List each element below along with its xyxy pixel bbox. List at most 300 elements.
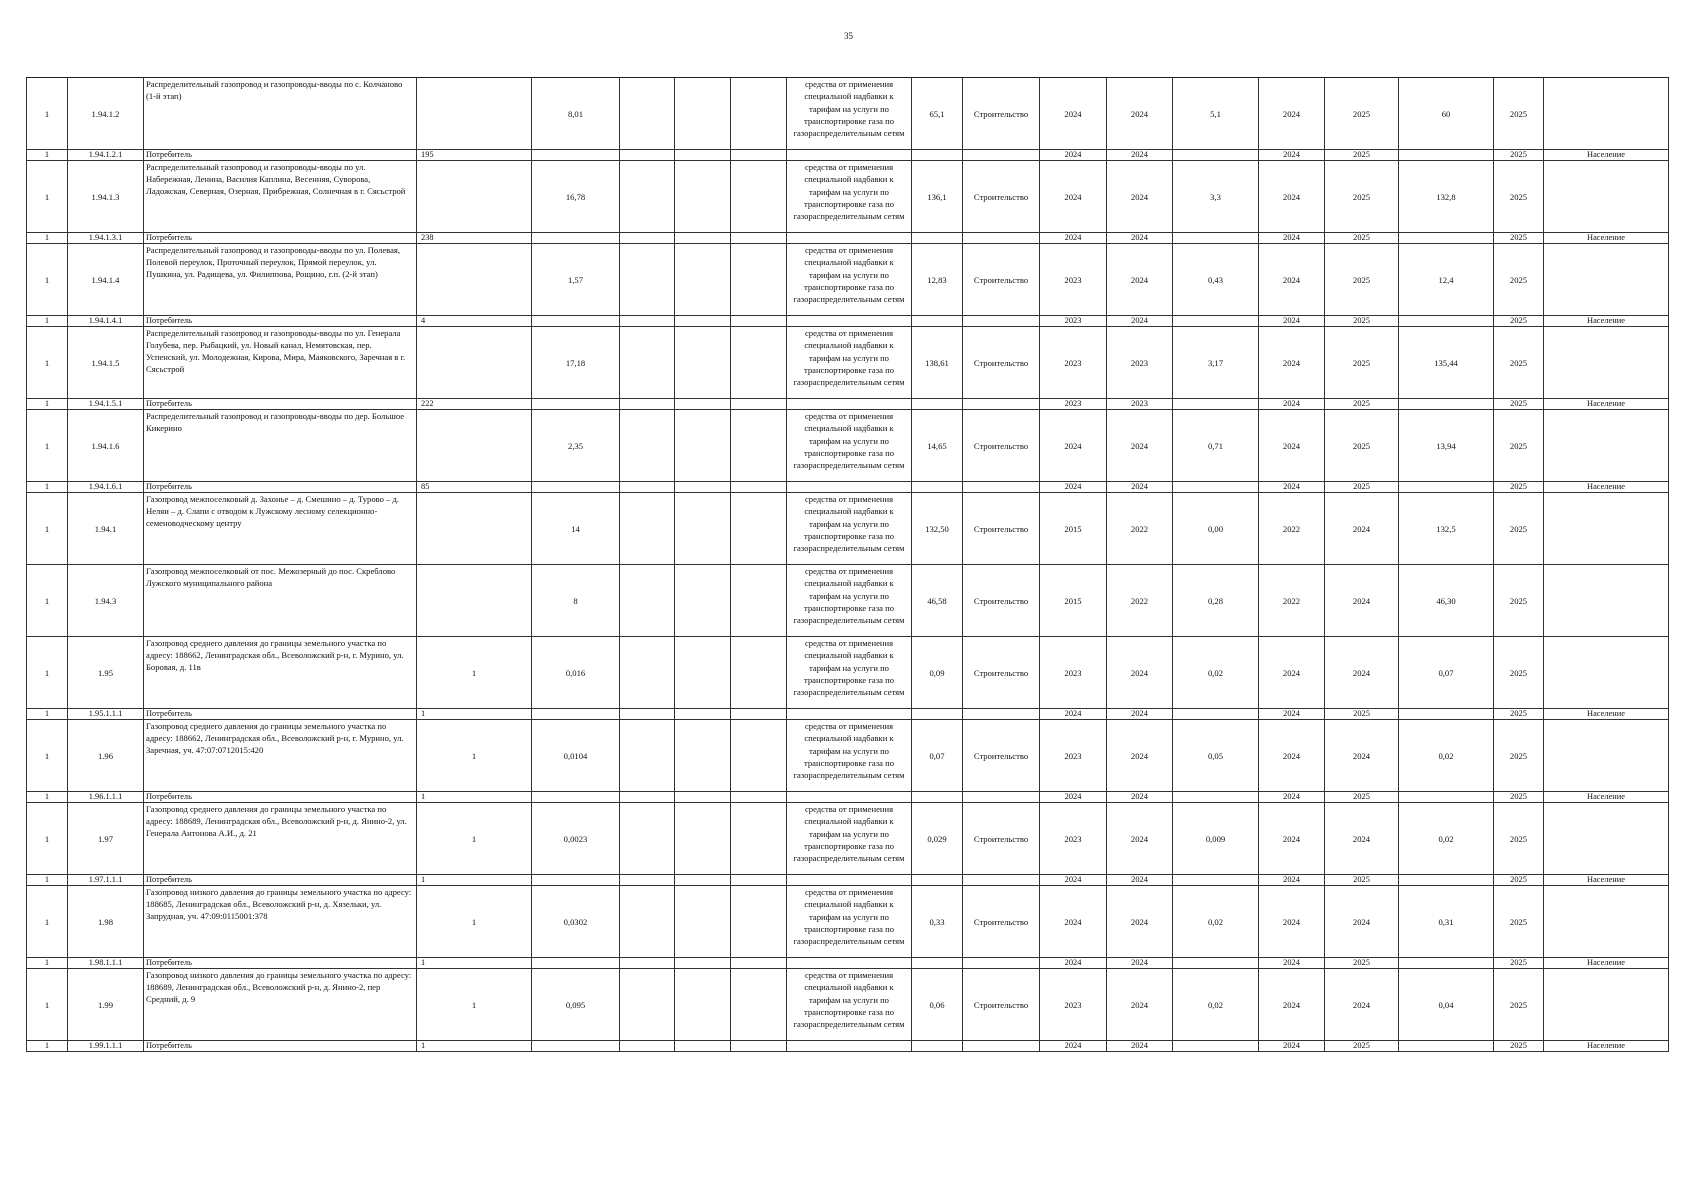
col-work-type — [963, 709, 1040, 720]
col-year-5: 2025 — [1494, 410, 1544, 482]
col-year-2: 2024 — [1107, 1041, 1173, 1052]
col-year-4: 2024 — [1325, 803, 1399, 875]
col-code: 1.94.1.4 — [68, 244, 144, 316]
col-index: 1 — [27, 709, 68, 720]
col-value-1: 5,1 — [1173, 78, 1259, 150]
col-year-4: 2025 — [1325, 410, 1399, 482]
col-cost: 136,1 — [912, 161, 963, 233]
col-work-type — [963, 150, 1040, 161]
col-category — [1544, 161, 1669, 233]
col-year-4: 2025 — [1325, 150, 1399, 161]
table-row — [27, 78, 1669, 150]
col-count: 1 — [417, 803, 532, 875]
col-code: 1.96.1.1.1 — [68, 792, 144, 803]
col-empty-3 — [731, 244, 787, 316]
col-year-2: 2024 — [1107, 720, 1173, 792]
col-funding-source — [787, 709, 912, 720]
col-count: 238 — [417, 233, 532, 244]
col-empty-3 — [731, 327, 787, 399]
col-empty-3 — [731, 233, 787, 244]
col-empty-3 — [731, 709, 787, 720]
col-cost: 0,07 — [912, 720, 963, 792]
col-value-2: 132,8 — [1399, 161, 1494, 233]
col-index: 1 — [27, 886, 68, 958]
col-year-1: 2024 — [1040, 886, 1107, 958]
col-value-1: 0,02 — [1173, 886, 1259, 958]
col-value-1 — [1173, 482, 1259, 493]
col-empty-3 — [731, 482, 787, 493]
col-work-type: Строительство — [963, 720, 1040, 792]
col-length — [532, 1041, 620, 1052]
col-empty-1 — [620, 958, 675, 969]
col-work-type — [963, 958, 1040, 969]
col-funding-source: средства от применения специальной надбавки к тарифам на услуги по транспортировке газа по газораспределительным сетям — [787, 720, 912, 792]
col-empty-1 — [620, 150, 675, 161]
col-year-3: 2024 — [1259, 161, 1325, 233]
col-code: 1.99.1.1.1 — [68, 1041, 144, 1052]
col-index: 1 — [27, 233, 68, 244]
col-code: 1.94.1.4.1 — [68, 316, 144, 327]
col-code: 1.95 — [68, 637, 144, 709]
col-count: 85 — [417, 482, 532, 493]
col-category — [1544, 493, 1669, 565]
col-index: 1 — [27, 720, 68, 792]
col-length: 0,0023 — [532, 803, 620, 875]
col-year-3: 2024 — [1259, 958, 1325, 969]
col-code: 1.94.1.6 — [68, 410, 144, 482]
col-year-5: 2025 — [1494, 565, 1544, 637]
col-index: 1 — [27, 78, 68, 150]
col-value-2: 46,30 — [1399, 565, 1494, 637]
col-code: 1.94.3 — [68, 565, 144, 637]
col-value-2 — [1399, 233, 1494, 244]
col-year-5: 2025 — [1494, 233, 1544, 244]
col-year-2: 2024 — [1107, 886, 1173, 958]
col-code: 1.94.1.6.1 — [68, 482, 144, 493]
table-row — [27, 720, 1669, 792]
col-value-1: 0,43 — [1173, 244, 1259, 316]
col-empty-1 — [620, 482, 675, 493]
col-name: Потребитель — [144, 792, 417, 803]
col-cost: 0,09 — [912, 637, 963, 709]
col-value-2 — [1399, 316, 1494, 327]
col-length: 0,0104 — [532, 720, 620, 792]
table-row — [27, 244, 1669, 316]
col-category: Население — [1544, 875, 1669, 886]
col-empty-1 — [620, 565, 675, 637]
col-count — [417, 493, 532, 565]
col-count: 222 — [417, 399, 532, 410]
col-year-1: 2023 — [1040, 720, 1107, 792]
col-index: 1 — [27, 637, 68, 709]
col-index: 1 — [27, 410, 68, 482]
col-year-5: 2025 — [1494, 150, 1544, 161]
col-cost — [912, 150, 963, 161]
col-year-5: 2025 — [1494, 886, 1544, 958]
col-year-1: 2024 — [1040, 709, 1107, 720]
col-length: 0,095 — [532, 969, 620, 1041]
col-year-5: 2025 — [1494, 720, 1544, 792]
col-code: 1.94.1.2 — [68, 78, 144, 150]
table-subrow — [27, 792, 1669, 803]
col-year-4: 2024 — [1325, 637, 1399, 709]
table-subrow — [27, 233, 1669, 244]
col-empty-2 — [675, 565, 731, 637]
col-year-2: 2022 — [1107, 493, 1173, 565]
col-funding-source — [787, 150, 912, 161]
col-code: 1.97.1.1.1 — [68, 875, 144, 886]
col-cost: 138,61 — [912, 327, 963, 399]
col-length — [532, 482, 620, 493]
page-number: 35 — [844, 31, 853, 41]
col-empty-3 — [731, 161, 787, 233]
col-count: 1 — [417, 886, 532, 958]
col-year-1: 2023 — [1040, 316, 1107, 327]
col-count: 1 — [417, 875, 532, 886]
col-empty-2 — [675, 78, 731, 150]
col-count — [417, 327, 532, 399]
col-year-1: 2024 — [1040, 161, 1107, 233]
col-empty-3 — [731, 78, 787, 150]
col-index: 1 — [27, 875, 68, 886]
col-name: Потребитель — [144, 958, 417, 969]
col-year-5: 2025 — [1494, 244, 1544, 316]
col-year-1: 2024 — [1040, 482, 1107, 493]
col-funding-source: средства от применения специальной надбавки к тарифам на услуги по транспортировке газа по газораспределительным сетям — [787, 493, 912, 565]
col-year-2: 2023 — [1107, 399, 1173, 410]
col-year-4: 2025 — [1325, 792, 1399, 803]
col-work-type: Строительство — [963, 969, 1040, 1041]
col-value-1 — [1173, 709, 1259, 720]
col-count: 1 — [417, 792, 532, 803]
col-count: 1 — [417, 709, 532, 720]
col-cost — [912, 233, 963, 244]
col-work-type: Строительство — [963, 803, 1040, 875]
col-value-2: 60 — [1399, 78, 1494, 150]
col-year-4: 2025 — [1325, 958, 1399, 969]
col-category — [1544, 78, 1669, 150]
col-name: Потребитель — [144, 316, 417, 327]
col-value-2: 135,44 — [1399, 327, 1494, 399]
col-value-1 — [1173, 233, 1259, 244]
col-year-4: 2025 — [1325, 316, 1399, 327]
col-name: Потребитель — [144, 399, 417, 410]
col-value-1 — [1173, 958, 1259, 969]
col-length: 1,57 — [532, 244, 620, 316]
col-funding-source: средства от применения специальной надбавки к тарифам на услуги по транспортировке газа по газораспределительным сетям — [787, 327, 912, 399]
col-work-type: Строительство — [963, 327, 1040, 399]
col-count: 1 — [417, 958, 532, 969]
col-empty-2 — [675, 875, 731, 886]
col-empty-1 — [620, 233, 675, 244]
col-work-type — [963, 233, 1040, 244]
col-year-1: 2023 — [1040, 399, 1107, 410]
col-year-2: 2024 — [1107, 78, 1173, 150]
col-empty-2 — [675, 410, 731, 482]
col-category — [1544, 327, 1669, 399]
col-cost — [912, 792, 963, 803]
col-empty-3 — [731, 1041, 787, 1052]
col-year-2: 2024 — [1107, 410, 1173, 482]
col-index: 1 — [27, 316, 68, 327]
col-year-1: 2024 — [1040, 792, 1107, 803]
col-year-4: 2024 — [1325, 886, 1399, 958]
col-year-3: 2024 — [1259, 482, 1325, 493]
col-name: Распределительный газопровод и газопроводы-вводы по ул. Набережная, Ленина, Василия Каплина, Весенняя, Суворова, Ладожская, Северная, Озерная, Прибрежная, Солнечная в г. Сясьстрой — [144, 161, 417, 233]
col-empty-2 — [675, 886, 731, 958]
col-value-1 — [1173, 792, 1259, 803]
col-empty-2 — [675, 803, 731, 875]
col-year-2: 2023 — [1107, 327, 1173, 399]
col-count — [417, 410, 532, 482]
col-length: 14 — [532, 493, 620, 565]
col-category — [1544, 886, 1669, 958]
col-year-3: 2024 — [1259, 399, 1325, 410]
col-empty-3 — [731, 803, 787, 875]
col-year-4: 2025 — [1325, 78, 1399, 150]
col-year-4: 2025 — [1325, 233, 1399, 244]
col-count — [417, 565, 532, 637]
col-funding-source — [787, 399, 912, 410]
col-empty-2 — [675, 792, 731, 803]
col-funding-source: средства от применения специальной надбавки к тарифам на услуги по транспортировке газа по газораспределительным сетям — [787, 565, 912, 637]
col-empty-1 — [620, 161, 675, 233]
col-year-1: 2024 — [1040, 78, 1107, 150]
col-year-3: 2024 — [1259, 720, 1325, 792]
col-year-5: 2025 — [1494, 78, 1544, 150]
col-value-2: 12,4 — [1399, 244, 1494, 316]
col-value-2 — [1399, 709, 1494, 720]
table-subrow — [27, 316, 1669, 327]
col-count — [417, 161, 532, 233]
col-year-4: 2025 — [1325, 482, 1399, 493]
col-year-3: 2024 — [1259, 327, 1325, 399]
col-funding-source — [787, 482, 912, 493]
col-year-4: 2025 — [1325, 1041, 1399, 1052]
table-row — [27, 637, 1669, 709]
col-value-2: 0,04 — [1399, 969, 1494, 1041]
col-year-2: 2024 — [1107, 958, 1173, 969]
col-length — [532, 150, 620, 161]
col-category: Население — [1544, 399, 1669, 410]
col-index: 1 — [27, 327, 68, 399]
col-funding-source: средства от применения специальной надбавки к тарифам на услуги по транспортировке газа по газораспределительным сетям — [787, 886, 912, 958]
col-year-3: 2024 — [1259, 244, 1325, 316]
col-category — [1544, 410, 1669, 482]
col-code: 1.94.1.2.1 — [68, 150, 144, 161]
col-year-4: 2025 — [1325, 161, 1399, 233]
col-funding-source — [787, 1041, 912, 1052]
col-empty-2 — [675, 720, 731, 792]
col-year-2: 2024 — [1107, 792, 1173, 803]
col-category — [1544, 565, 1669, 637]
col-code: 1.94.1 — [68, 493, 144, 565]
col-cost: 0,029 — [912, 803, 963, 875]
col-length: 2,35 — [532, 410, 620, 482]
col-year-5: 2025 — [1494, 709, 1544, 720]
col-value-2: 0,02 — [1399, 803, 1494, 875]
col-value-2: 132,5 — [1399, 493, 1494, 565]
col-code: 1.94.1.3.1 — [68, 233, 144, 244]
col-value-1 — [1173, 399, 1259, 410]
table-row — [27, 565, 1669, 637]
col-year-3: 2024 — [1259, 803, 1325, 875]
col-name: Потребитель — [144, 482, 417, 493]
col-year-3: 2024 — [1259, 78, 1325, 150]
col-year-3: 2024 — [1259, 410, 1325, 482]
col-value-1: 0,71 — [1173, 410, 1259, 482]
col-empty-2 — [675, 493, 731, 565]
col-work-type — [963, 792, 1040, 803]
col-year-3: 2024 — [1259, 150, 1325, 161]
col-funding-source — [787, 792, 912, 803]
col-cost: 65,1 — [912, 78, 963, 150]
col-empty-3 — [731, 316, 787, 327]
col-category: Население — [1544, 316, 1669, 327]
col-count — [417, 78, 532, 150]
col-funding-source — [787, 875, 912, 886]
col-category: Население — [1544, 233, 1669, 244]
col-year-5: 2025 — [1494, 161, 1544, 233]
col-work-type — [963, 875, 1040, 886]
col-value-2 — [1399, 1041, 1494, 1052]
col-work-type: Строительство — [963, 161, 1040, 233]
col-value-1 — [1173, 150, 1259, 161]
col-name: Газопровод низкого давления до границы земельного участка по адресу: 188689, Ленинградская обл., Всеволожский р-н, д. Янино-2, пер Средний, д. 9 — [144, 969, 417, 1041]
col-work-type: Строительство — [963, 565, 1040, 637]
col-year-5: 2025 — [1494, 637, 1544, 709]
col-code: 1.98.1.1.1 — [68, 958, 144, 969]
table-subrow — [27, 875, 1669, 886]
col-empty-2 — [675, 161, 731, 233]
col-name: Распределительный газопровод и газопроводы-вводы по с. Колчаново (1-й этап) — [144, 78, 417, 150]
col-funding-source: средства от применения специальной надбавки к тарифам на услуги по транспортировке газа по газораспределительным сетям — [787, 969, 912, 1041]
col-category — [1544, 803, 1669, 875]
col-year-5: 2025 — [1494, 958, 1544, 969]
col-year-1: 2023 — [1040, 244, 1107, 316]
table-body — [27, 78, 1669, 1052]
col-funding-source: средства от применения специальной надбавки к тарифам на услуги по транспортировке газа по газораспределительным сетям — [787, 161, 912, 233]
table-row — [27, 803, 1669, 875]
col-length — [532, 709, 620, 720]
col-length — [532, 958, 620, 969]
col-year-3: 2024 — [1259, 1041, 1325, 1052]
col-length — [532, 399, 620, 410]
table-row — [27, 410, 1669, 482]
col-empty-1 — [620, 327, 675, 399]
col-work-type: Строительство — [963, 244, 1040, 316]
col-empty-1 — [620, 875, 675, 886]
col-name: Потребитель — [144, 150, 417, 161]
col-work-type: Строительство — [963, 410, 1040, 482]
col-name: Распределительный газопровод и газопроводы-вводы по ул. Генерала Голубева, пер. Рыбацкий, ул. Новый канал, Немятовская, пер. Успенский, ул. Молодежная, Кирова, Мира, Маяковского, Заречная в г. Сясьстрой — [144, 327, 417, 399]
table-subrow — [27, 150, 1669, 161]
col-code: 1.94.1.5.1 — [68, 399, 144, 410]
col-name: Потребитель — [144, 875, 417, 886]
col-empty-2 — [675, 637, 731, 709]
col-length — [532, 233, 620, 244]
table-subrow — [27, 482, 1669, 493]
col-funding-source — [787, 958, 912, 969]
col-empty-3 — [731, 493, 787, 565]
col-count: 1 — [417, 720, 532, 792]
col-empty-3 — [731, 958, 787, 969]
col-value-2 — [1399, 150, 1494, 161]
col-year-2: 2024 — [1107, 709, 1173, 720]
col-name: Газопровод среднего давления до границы земельного участка по адресу: 188689, Ленинградская обл., Всеволожский р-н, д. Янино-2, ул. Генерала Антонова А.И., д. 21 — [144, 803, 417, 875]
col-year-2: 2024 — [1107, 233, 1173, 244]
col-year-2: 2024 — [1107, 316, 1173, 327]
col-empty-2 — [675, 316, 731, 327]
col-value-1 — [1173, 316, 1259, 327]
col-code: 1.95.1.1.1 — [68, 709, 144, 720]
col-length: 16,78 — [532, 161, 620, 233]
col-year-5: 2025 — [1494, 875, 1544, 886]
col-year-2: 2024 — [1107, 150, 1173, 161]
col-empty-2 — [675, 244, 731, 316]
col-category: Население — [1544, 150, 1669, 161]
col-year-2: 2024 — [1107, 161, 1173, 233]
gas-pipeline-table — [26, 77, 1669, 1052]
col-year-2: 2022 — [1107, 565, 1173, 637]
col-empty-3 — [731, 565, 787, 637]
table-subrow — [27, 399, 1669, 410]
col-empty-1 — [620, 244, 675, 316]
col-year-1: 2023 — [1040, 327, 1107, 399]
col-year-5: 2025 — [1494, 1041, 1544, 1052]
col-cost: 12,83 — [912, 244, 963, 316]
col-funding-source: средства от применения специальной надбавки к тарифам на услуги по транспортировке газа по газораспределительным сетям — [787, 78, 912, 150]
col-empty-2 — [675, 482, 731, 493]
col-code: 1.96 — [68, 720, 144, 792]
col-value-2 — [1399, 399, 1494, 410]
col-empty-3 — [731, 875, 787, 886]
col-empty-2 — [675, 958, 731, 969]
table-row — [27, 886, 1669, 958]
col-year-2: 2024 — [1107, 637, 1173, 709]
col-empty-2 — [675, 399, 731, 410]
col-value-2: 13,94 — [1399, 410, 1494, 482]
col-empty-1 — [620, 399, 675, 410]
col-work-type — [963, 316, 1040, 327]
col-year-3: 2024 — [1259, 637, 1325, 709]
col-name: Газопровод межпоселковый от пос. Межозерный до пос. Скреблово Лужского муниципального района — [144, 565, 417, 637]
col-year-1: 2024 — [1040, 150, 1107, 161]
col-year-5: 2025 — [1494, 792, 1544, 803]
col-category — [1544, 637, 1669, 709]
col-value-1 — [1173, 875, 1259, 886]
col-work-type — [963, 1041, 1040, 1052]
col-count: 1 — [417, 637, 532, 709]
col-cost: 46,58 — [912, 565, 963, 637]
col-work-type: Строительство — [963, 493, 1040, 565]
col-year-2: 2024 — [1107, 244, 1173, 316]
col-year-2: 2024 — [1107, 803, 1173, 875]
col-empty-2 — [675, 969, 731, 1041]
col-value-2: 0,31 — [1399, 886, 1494, 958]
col-code: 1.99 — [68, 969, 144, 1041]
col-count: 1 — [417, 1041, 532, 1052]
col-year-3: 2024 — [1259, 886, 1325, 958]
col-funding-source: средства от применения специальной надбавки к тарифам на услуги по транспортировке газа по газораспределительным сетям — [787, 637, 912, 709]
col-work-type: Строительство — [963, 78, 1040, 150]
col-category: Население — [1544, 958, 1669, 969]
col-year-4: 2025 — [1325, 244, 1399, 316]
col-year-3: 2022 — [1259, 565, 1325, 637]
col-index: 1 — [27, 161, 68, 233]
col-value-2 — [1399, 875, 1494, 886]
col-year-5: 2025 — [1494, 399, 1544, 410]
